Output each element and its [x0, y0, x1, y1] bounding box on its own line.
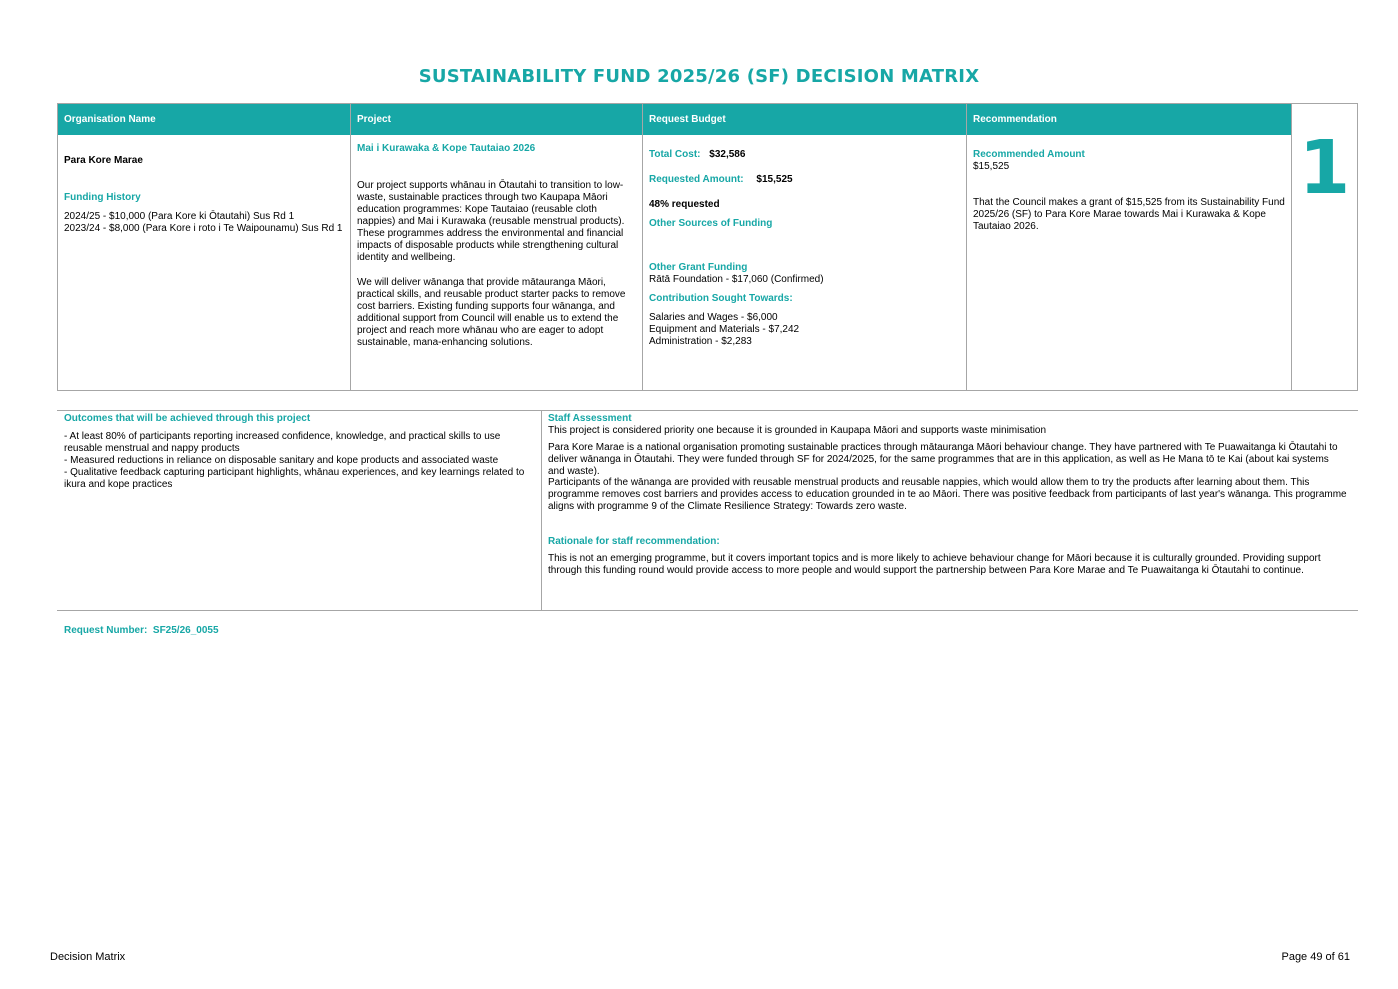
outcome-item: - At least 80% of participants reporting increased confidence, knowledge, and practical skills to use reusable menstrual and nappy products	[64, 431, 501, 454]
total-cost-label: Total Cost:	[649, 149, 701, 160]
total-cost-value: $32,586	[709, 149, 746, 160]
section-divider	[541, 411, 542, 610]
rank-column	[1292, 104, 1357, 390]
project-name: Mai i Kurawaka & Kope Tautaiao 2026	[357, 143, 536, 154]
outcomes-label: Outcomes that will be achieved through this project	[64, 413, 311, 424]
project-description-2: We will deliver wānanga that provide mātauranga Māori, practical skills, and reusable product starter packs to remove cost barriers. Existing funding supports four wānanga, and additional support from Council will enable us to extend the project and reach more whānau who are eager to adopt sustainable, mana-enhancing solutions.	[357, 277, 626, 348]
contribution-label: Contribution Sought Towards:	[649, 293, 793, 304]
contribution-item: Administration - $2,283	[649, 336, 752, 347]
recommendation-text: That the Council makes a grant of $15,525 from its Sustainability Fund 2025/26 (SF) to Para Kore Marae towards Mai i Kurawaka & Kope Tautaiao 2026.	[973, 197, 1285, 232]
budget-column	[643, 104, 967, 390]
project-column	[351, 104, 643, 390]
contribution-list	[649, 312, 959, 348]
page-title: SUSTAINABILITY FUND 2025/26 (SF) DECISION MATRIX	[418, 66, 980, 87]
assessment-section	[57, 410, 1358, 611]
staff-assessment-paragraph: Para Kore Marae is a national organisation promoting sustainable practices through mātauranga Māori behaviour change. They have partnered with Te Puawaitanga ki Ōtautahi to deliver wānanga in Ōtautahi. They were funded through SF for 2024/2025, for the same programmes that are in this application, as well as He Mana tō te Kai (about kai systems and waste).	[548, 442, 1338, 477]
rationale-label: Rationale for staff recommendation:	[548, 536, 720, 547]
decision-matrix-table	[57, 103, 1358, 391]
other-sources-label: Other Sources of Funding	[649, 218, 773, 229]
outcome-item: - Measured reductions in reliance on disposable sanitary and kope products and associated waste	[64, 455, 499, 466]
staff-assessment-line: This project is considered priority one because it is grounded in Kaupapa Māori and supports waste minimisation	[548, 425, 1047, 436]
footer-page-number: Page 49 of 61	[1281, 951, 1350, 963]
project-description-1: Our project supports whānau in Ōtautahi to transition to low-waste, sustainable practices through two Kaupapa Māori education programmes: Kope Tautaiao (reusable cloth nappies) and Mai i Kurawaka (reusable menstrual products). These programmes address the environmental and financial impacts of disposable products while strengthening cultural identity and wellbeing.	[357, 180, 625, 263]
staff-assessment-label: Staff Assessment	[548, 413, 632, 424]
funding-history-list	[64, 211, 344, 235]
funding-history-label: Funding History	[64, 192, 141, 203]
staff-assessment-paragraph: Participants of the wānanga are provided with reusable menstrual products and reusable nappies, which would allow them to try the products after learning about them. This programme removes cost barriers and provides access to education grounded in te ao Māori. There was positive feedback from participants of last year's wānanga. This programme aligns with programme 9 of the Climate Resilience Strategy: Towards zero waste.	[548, 477, 1347, 512]
outcomes-list	[64, 431, 532, 491]
footer-document-name: Decision Matrix	[50, 951, 126, 963]
funding-history-item: 2024/25 - $10,000 (Para Kore ki Ōtautahi) Sus Rd 1	[64, 211, 295, 222]
rationale-text: This is not an emerging programme, but it covers important topics and is more likely to achieve behaviour change for Māori because it is culturally grounded. Providing support through this funding round would provide access to more people and would support the partnership between Para Kore Marae and Te Puawaitanga ki Ōtautahi to continue.	[548, 553, 1321, 576]
organisation-column	[58, 104, 351, 390]
recommendation-column	[967, 104, 1292, 390]
total-cost-row	[649, 149, 745, 161]
organisation-name: Para Kore Marae	[64, 155, 143, 166]
recommendation-header: Recommendation	[967, 104, 1291, 135]
outcome-item: - Qualitative feedback capturing participant highlights, whānau experiences, and key learnings related to ikura and kope practices	[64, 467, 525, 490]
recommended-amount-label: Recommended Amount	[973, 149, 1085, 160]
other-grant-label: Other Grant Funding	[649, 262, 748, 273]
contribution-item: Equipment and Materials - $7,242	[649, 324, 800, 335]
organisation-header: Organisation Name	[58, 104, 350, 135]
requested-amount-label: Requested Amount:	[649, 174, 744, 185]
recommended-amount-value: $15,525	[973, 161, 1010, 172]
other-grant-value: Rātā Foundation - $17,060 (Confirmed)	[649, 274, 824, 285]
budget-header: Request Budget	[643, 104, 966, 135]
funding-history-item: 2023/24 - $8,000 (Para Kore i roto i Te Waipounamu) Sus Rd 1	[64, 223, 343, 234]
percent-requested: 48% requested	[649, 199, 720, 210]
requested-amount-row	[649, 174, 793, 186]
contribution-item: Salaries and Wages - $6,000	[649, 312, 778, 323]
priority-rank: 1	[1298, 125, 1351, 211]
request-number: Request Number: SF25/26_0055	[64, 625, 219, 636]
requested-amount-value: $15,525	[756, 174, 793, 185]
project-header: Project	[351, 104, 642, 135]
